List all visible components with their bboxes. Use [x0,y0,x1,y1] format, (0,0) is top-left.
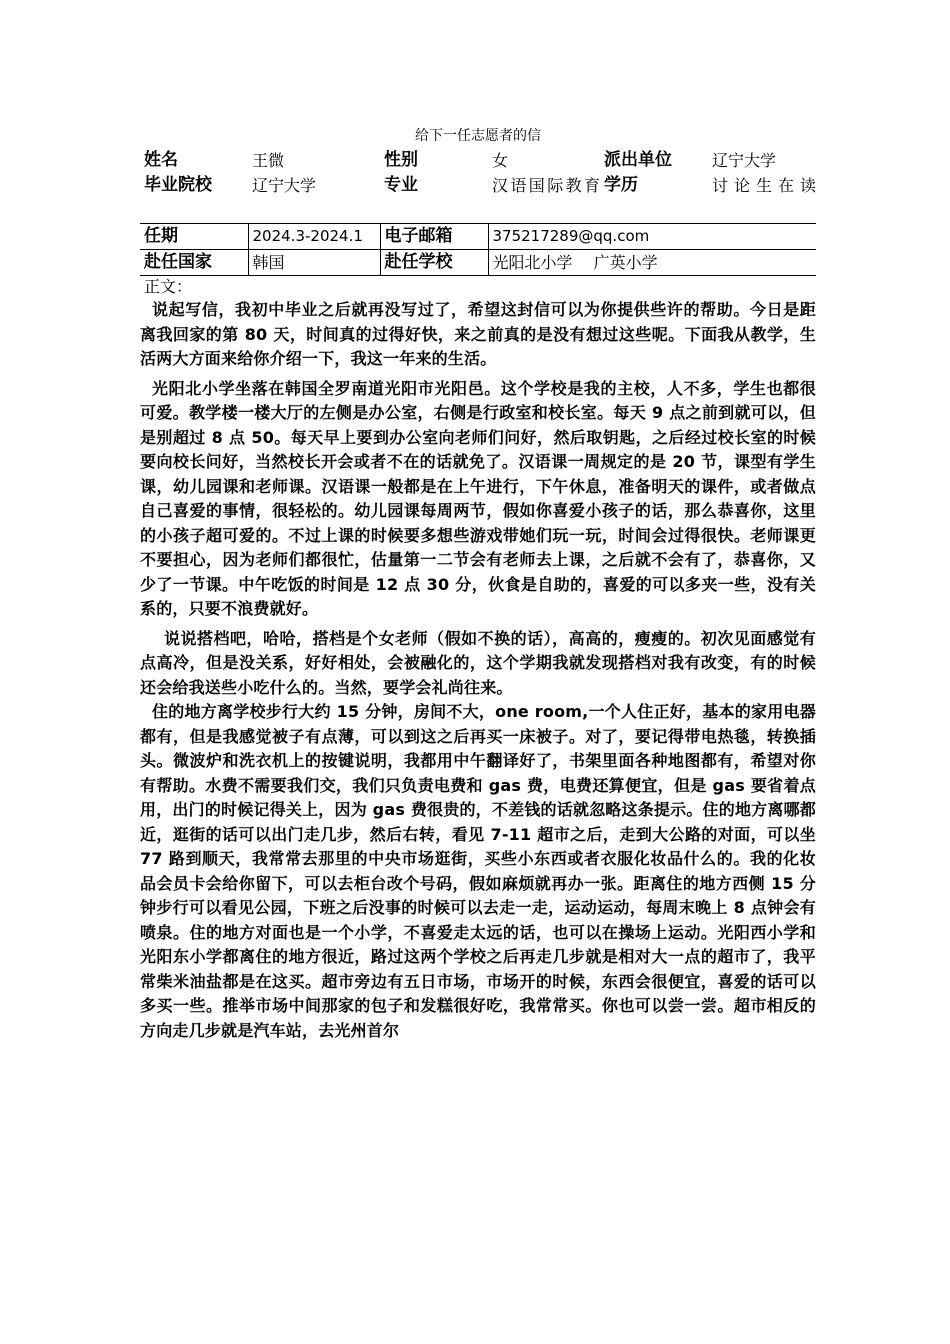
school-label: 毕业院校 [144,175,212,195]
term-value: 2024.3-2024.1 [248,224,380,250]
info-row-country [140,250,816,276]
letter-page [140,124,816,1043]
letter-body [140,298,816,1043]
email-value: 375217289@qq.com [488,224,816,250]
info-row-name [140,148,816,173]
post-school-label: 赴任学校 [380,250,488,276]
country-label: 赴任国家 [140,250,248,276]
gender-label: 性别 [384,150,418,170]
unit-label: 派出单位 [604,150,672,170]
degree-value: 讨论生在读 [712,176,816,195]
unit-value: 辽宁大学 [712,151,777,170]
info-row-school [140,173,816,224]
school-value: 辽宁大学 [252,176,317,195]
gender-value: 女 [492,151,509,170]
volunteer-info-table [140,148,816,276]
degree-label: 学历 [604,175,638,195]
name-label: 姓名 [144,150,178,170]
paragraph-living: 住的地方离学校步行大约 15 分钟，房间不大，one room,一个人住正好，基本的家用电器都有，但是我感觉被子有点薄，可以到这之后再买一床被子。对了，要记得带电热毯，转换插头。微波炉和洗衣机上的按键说明，我都用中午翻译好了，书架里面各种地图都有，希望对你有帮助。水费不需要我们交，我们只负责电费和 gas 费，电费还算便宜，但是 gas 要省着点用，出门的时候记得关上，因为 gas 费很贵的，不差钱的话就忽略这条提示。住的地方离哪都近，逛街的话可以出门走几步，然后右转，看见 7-11 超市之后，走到大公路的对面，可以坐 77 路到顺天，我常常去那里的中央市场逛街，买些小东西或者衣服化妆品什么的。我的化妆品会员卡会给你留下，可以去柜台改个号码，假如麻烦就再办一张。距离住的地方西侧 15 分钟步行可以看见公园，下班之后没事的时候可以去走一走，运动运动，每周末晚上 8 点钟会有喷泉。住的地方对面也是一个小学，不喜爱走太远的话，也可以在操场上运动。光阳西小学和光阳东小学都离住的地方很近，路过这两个学校之后再走几步就是相对大一点的超市了，我平常柴米油盐都是在这买。超市旁边有五日市场，市场开的时候，东西会很便宜，喜爱的话可以多买一些。推举市场中间那家的包子和发糕很好吃，我常常买。你也可以尝一尝。超市相反的方向走几步就是汽车站，去光州首尔 [140,702,816,1040]
country-value: 韩国 [248,250,380,276]
paragraph-intro: 说起写信，我初中毕业之后就再没写过了，希望这封信可以为你提供些许的帮助。今日是距离我回家的第 80 天，时间真的过得好快，来之前真的是没有想过这些呢。下面我从教学，生活两大方面来给你介绍一下，我这一年来的生活。 [140,300,816,368]
email-label: 电子邮箱 [380,224,488,250]
post-school-value: 光阳北小学 广英小学 [488,250,816,276]
term-label: 任期 [140,224,248,250]
major-value: 汉语国际教育 [492,176,600,195]
paragraph-partner: 说说搭档吧，哈哈，搭档是个女老师（假如不换的话），高高的，瘦瘦的。初次见面感觉有点高冷，但是没关系，好好相处，会被融化的，这个学期我就发现搭档对我有改变，有的时候还会给我送些小吃什么的。当然，要学会礼尚往来。 [140,628,816,697]
name-value: 王微 [252,151,285,170]
major-label: 专业 [384,175,418,195]
paragraph-teaching: 光阳北小学坐落在韩国全罗南道光阳市光阳邑。这个学校是我的主校，人不多，学生也都很可爱。教学楼一楼大厅的左侧是办公室，右侧是行政室和校长室。每天 9 点之前到就可以，但是别超过 8 点 50。每天早上要到办公室向老师们问好，然后取钥匙，之后经过校长室的时候要向校长问好，当然校长开会或者不在的话就免了。汉语课一周规定的是 20 节，课型有学生课，幼儿园课和老师课。汉语课一般都是在上午进行，下午休息，准备明天的课件，或者做点自己喜爱的事情，很轻松的。幼儿园课每周两节，假如你喜爱小孩子的话，那么恭喜你，这里的小孩子超可爱的。不过上课的时候要多想些游戏带她们玩一玩，时间会过得很快。老师课更不要担心，因为老师们都很忙，估量第一二节会有老师去上课，之后就不会有了，恭喜你，又少了一节课。中午吃饭的时间是 12 点 30 分，伙食是自助的，喜爱的可以多夹一些，没有关系的，只要不浪费就好。 [140,378,816,618]
document-title: 给下一任志愿者的信 [415,128,541,144]
info-row-term [140,224,816,250]
body-label: 正文： [144,277,193,296]
